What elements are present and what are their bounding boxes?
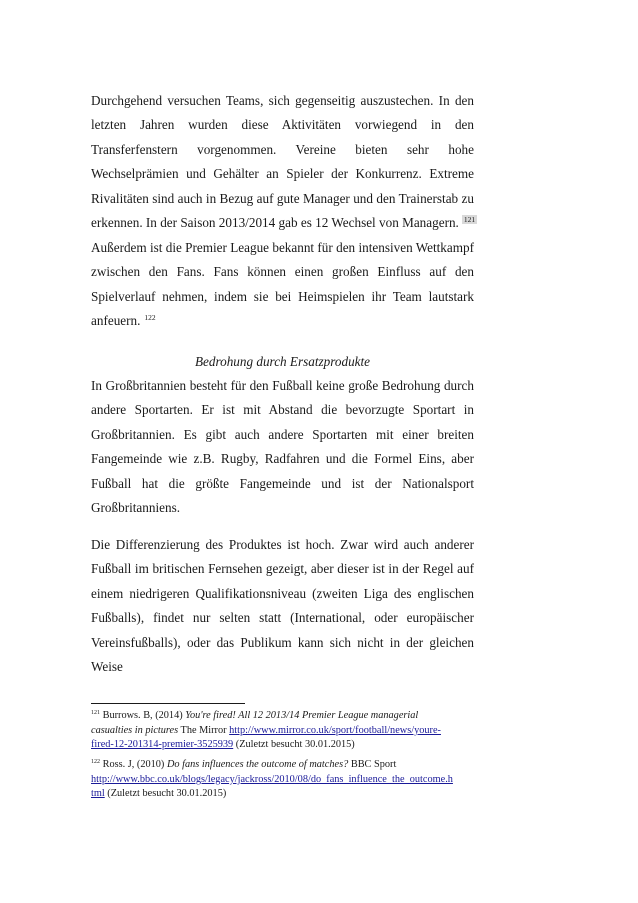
footnote-122 xyxy=(91,758,476,802)
footnote-number: 121 xyxy=(91,710,100,716)
paragraph-rivalry xyxy=(91,89,474,235)
paragraph-line: Wechselprämien und Gehälter an Spieler der Konkurrenz. Extreme xyxy=(91,166,474,182)
footnote-line xyxy=(91,738,476,753)
paragraph-line: Die Differenzierung des Produktes ist hoch. Zwar wird auch anderer xyxy=(91,537,474,552)
paragraph-line: Rivalitäten sind auch in Bezug auf gute Manager und den Trainerstab zu xyxy=(91,190,474,206)
footnote-link[interactable]: tml xyxy=(91,788,105,800)
footnote-title: You're fired! All 12 2013/14 Premier League managerial xyxy=(185,710,419,721)
section-heading: Bedrohung durch Ersatzprodukte xyxy=(194,354,371,369)
paragraph-line: andere Sportarten. Er ist mit Abstand die bevorzugte Sportart in xyxy=(91,402,474,418)
paragraph-line: In Großbritannien besteht für den Fußball keine große Bedrohung durch xyxy=(91,378,474,393)
paragraph-line: Großbritannien. Es gibt auch andere Sportarten mit einer breiten xyxy=(91,426,474,442)
paragraph-line: Fußballs), findet nur selten statt (International, oder europäischer xyxy=(91,610,474,626)
footnote-accessed: (Zuletzt besucht 30.01.2015) xyxy=(104,788,227,800)
footnote-link[interactable]: http://www.mirror.co.uk/sport/football/news/youre- xyxy=(229,724,441,736)
footnote-author: Burrows. B, (2014) xyxy=(102,710,186,721)
footnote-line xyxy=(91,724,476,739)
paragraph-substitutes xyxy=(91,374,474,520)
paragraph-line: zwischen den Fans. Fans können einen großen Einfluss auf den xyxy=(91,264,474,280)
footnote-line xyxy=(91,758,476,773)
footnote-line xyxy=(91,787,476,802)
footnote-source: BBC Sport xyxy=(348,759,397,770)
paragraph-line: letzten Jahren wurden diese Aktivitäten vorwiegend in den xyxy=(91,117,474,133)
paragraph-line: Außerdem ist die Premier League bekannt für den intensiven Wettkampf xyxy=(91,240,474,255)
paragraph-line-last xyxy=(91,211,474,235)
paragraph-line: Fußball im britischen Fernsehen gezeigt, aber dieser ist in der Regel auf xyxy=(91,561,474,577)
paragraph-line: Transferfenstern vorgenommen. Vereine bieten sehr hohe xyxy=(91,141,474,157)
paragraph-differentiation xyxy=(91,533,474,674)
footnote-source: The Mirror xyxy=(178,724,230,736)
paragraph-line-text: anfeuern. xyxy=(91,313,141,329)
footnote-ref-122[interactable]: 122 xyxy=(144,313,156,323)
paragraph-fans xyxy=(91,236,474,334)
paragraph-line-last: Großbritanniens. xyxy=(91,499,180,515)
paragraph-line: Fußball hat die größte Fangemeinde und ist der Nationalsport xyxy=(91,475,474,491)
footnote-link[interactable]: fired-12-201314-premier-3525939 xyxy=(91,739,234,751)
paragraph-line: Fangemeinde wie z.B. Rugby, Radfahren und die Formel Eins, aber xyxy=(91,451,474,467)
footnote-title: Do fans influences the outcome of matches? xyxy=(166,759,349,770)
footnote-title: casualties in pictures xyxy=(91,724,179,736)
footnote-accessed: (Zuletzt besucht 30.01.2015) xyxy=(233,739,355,751)
paragraph-line: Spielverlauf nehmen, indem sie bei Heimspielen ihr Team lautstark xyxy=(91,288,474,304)
footnote-author: Ross. J, (2010) xyxy=(100,759,167,770)
footnote-line xyxy=(91,773,476,788)
paragraph-line: Vereinsfußballs), oder das Publikum kann sich nicht in der gleichen Weise xyxy=(91,634,474,674)
footnote-link[interactable]: http://www.bbc.co.uk/blogs/legacy/jackross/2010/08/do_fans_influence_the_outcome.h xyxy=(91,773,453,785)
footnote-121 xyxy=(91,709,476,753)
paragraph-line-last xyxy=(91,309,474,333)
paragraph-line: Durchgehend versuchen Teams, sich gegenseitig auszustechen. In den xyxy=(91,93,474,108)
footnote-number: 122 xyxy=(91,759,100,765)
paragraph-line-text: erkennen. In der Saison 2013/2014 gab es 12 Wechsel von Managern. xyxy=(91,214,459,230)
paragraph-line: einem niedrigeren Qualifikationsniveau (zweiten Liga des englischen xyxy=(91,585,474,601)
footnote-line xyxy=(91,709,476,724)
footnote-ref-121[interactable]: 121 xyxy=(463,214,476,224)
footnote-separator xyxy=(91,703,245,704)
